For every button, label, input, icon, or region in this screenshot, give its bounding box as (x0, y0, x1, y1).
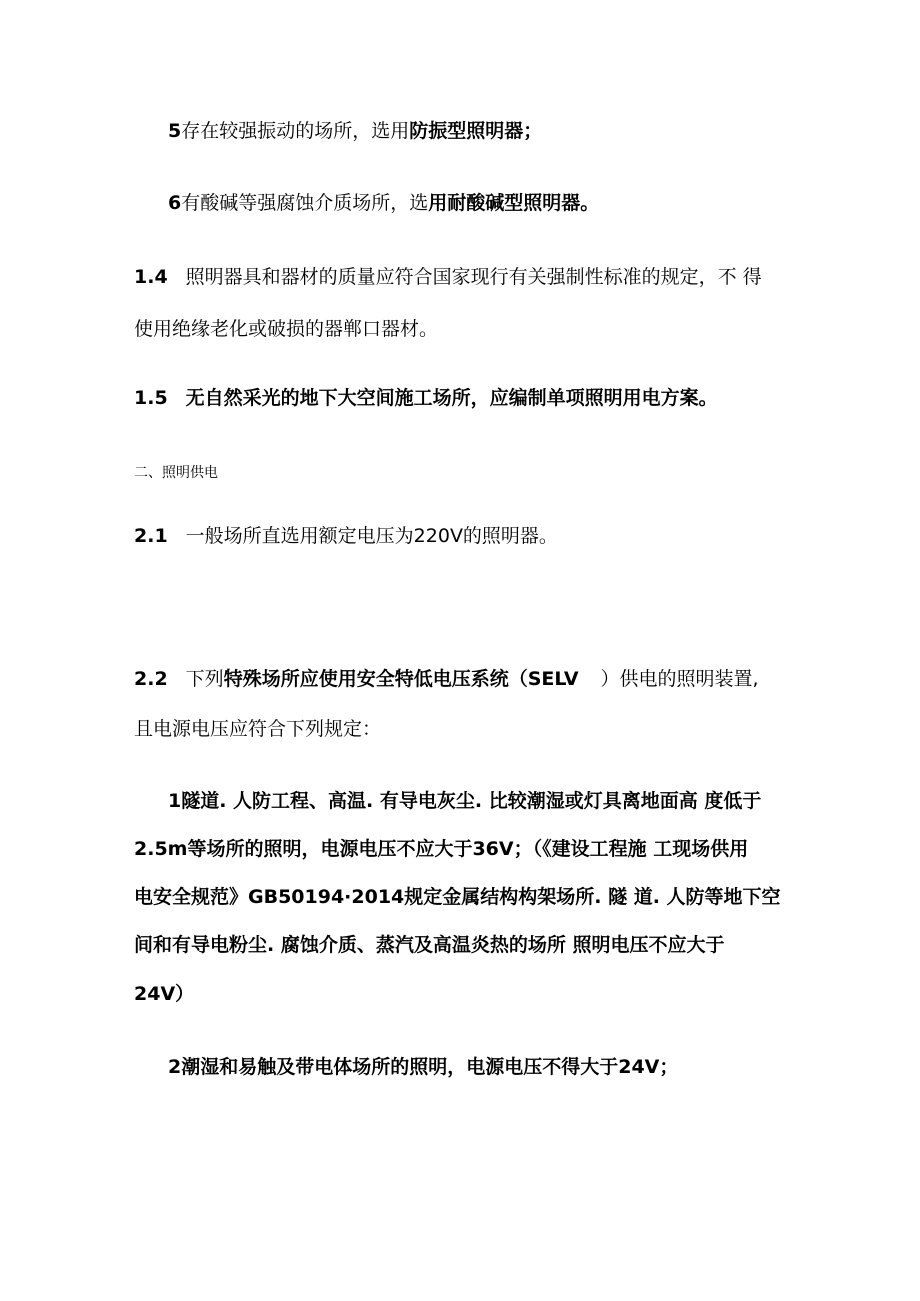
item-6-emphasis: 用耐酸碱型照明器。 (428, 192, 600, 214)
heading-lighting-supply (134, 460, 218, 486)
section-2-1-number: 2.1 (134, 525, 168, 547)
item-6-text: 有酸碱等强腐蚀介质场所，选 (181, 192, 429, 214)
section-1-4-cont (134, 316, 438, 342)
item-5-text: 存在较强振动的场所，选用 (181, 120, 410, 142)
section-1-5-number: 1.5 (134, 387, 168, 409)
item-5-emphasis: 防振型照明器； (409, 120, 543, 142)
section-2-2-text-b: 特殊场所应使用安全特低电压系统（SELV (223, 668, 579, 690)
item-1-text-5: 24V） (134, 983, 195, 1005)
section-2-1-text: 一般场所直选用额定电压为220V的照明器。 (185, 525, 558, 547)
section-2-2-cont (134, 716, 381, 742)
item-1-line-2 (134, 836, 748, 862)
section-1-4-text-2: 使用绝缘老化或破损的器郸口器材。 (134, 318, 439, 340)
item-1-text-4: 间和有导电粉尘. 腐蚀介质、蒸汽及高温炎热的场所 照明电压不应大于 (134, 934, 725, 956)
item-5 (168, 118, 542, 144)
section-1-5-text: 无自然采光的地下大空间施工场所，应编制单项照明用电方案。 (185, 387, 718, 409)
section-1-4-text: 照明器具和器材的质量应符合国家现行有关强制性标准的规定，不 得 (185, 266, 762, 288)
item-5-number: 5 (168, 120, 182, 142)
section-1-4-number: 1.4 (134, 266, 168, 288)
section-2-1 (134, 523, 558, 549)
heading-text: 二、照明供电 (134, 465, 218, 481)
item-1-line-5 (134, 981, 194, 1007)
item-1-text-1: 1隧道. 人防工程、高温. 有导电灰尘. 比较潮湿或灯具离地面高 度低于 (168, 790, 762, 812)
section-2-2-text-c: ）供电的照明装置, (600, 668, 759, 690)
item-1-text-2: 2.5m等场所的照明，电源电压不应大于36V；（《建设工程施 工现场供用 (134, 838, 749, 860)
section-1-5 (134, 385, 718, 411)
item-1-line-4 (134, 932, 724, 958)
item-1-text-3: 电安全规范》GB50194·2014规定金属结构构架场所. 隧 道. 人防等地下空 (134, 886, 781, 908)
section-1-4 (134, 264, 762, 290)
section-2-2-number: 2.2 (134, 668, 168, 690)
item-6 (168, 190, 599, 216)
item-6-number: 6 (168, 192, 182, 214)
section-2-2 (134, 666, 759, 692)
item-2-text: 2潮湿和易触及带电体场所的照明，电源电压不得大于24V； (168, 1056, 679, 1078)
item-1-line-3 (134, 884, 781, 910)
item-1-line-1 (168, 788, 761, 814)
section-2-2-text-2: 且电源电压应符合下列规定： (134, 718, 382, 740)
item-2 (168, 1054, 678, 1080)
section-2-2-text-a: 下列 (185, 668, 224, 690)
